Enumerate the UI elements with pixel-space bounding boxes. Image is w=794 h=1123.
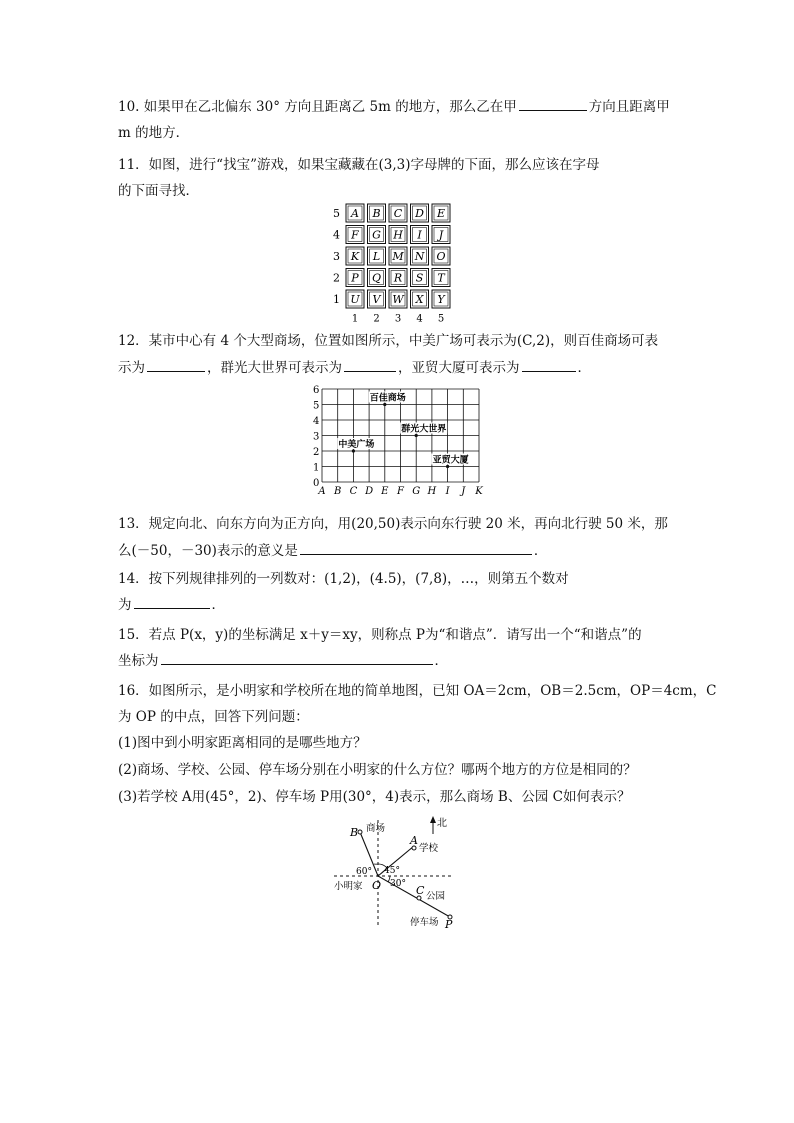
question-10-line-1 xyxy=(118,96,670,118)
letter-card-label: A xyxy=(351,207,359,220)
map-x-label: J xyxy=(461,486,466,497)
letter-card-label: N xyxy=(414,250,425,263)
question-10-line-2: m 的地方． xyxy=(118,125,190,141)
angle-60-label: 60° xyxy=(356,867,372,877)
letter-card-label: R xyxy=(393,271,403,285)
letter-card-label: H xyxy=(393,228,403,242)
map-y-label: 0 xyxy=(313,478,320,489)
map-x-label: B xyxy=(334,486,342,497)
map-x-label: E xyxy=(381,486,389,497)
question-16-line-2: 为 OP 的中点，回答下列问题： xyxy=(118,709,309,725)
label-b: B xyxy=(350,826,359,839)
letter-card-label: G xyxy=(372,228,381,242)
angle-30-label: 30° xyxy=(390,879,406,889)
map-y-label: 5 xyxy=(313,400,320,412)
letter-card-label: D xyxy=(415,207,424,220)
question-16-sub-3: (3)若学校 A用(45°，2)、停车场 P用(30°，4)表示，那么商场 B、公园 C如何表示？ xyxy=(118,789,631,805)
map-x-label: D xyxy=(365,486,374,497)
question-14-line-1: 14．按下列规律排列的一列数对：(1,2)，(4.5)，(7,8)，…，则第五个数对 xyxy=(118,571,569,587)
q15-text-a: 坐标为 xyxy=(118,653,159,669)
grid-row-label: 4 xyxy=(333,228,340,242)
letter-card-label: F xyxy=(351,228,359,242)
letter-card-label: J xyxy=(438,228,444,242)
map-y-label: 3 xyxy=(313,431,320,443)
label-school: 学校 xyxy=(419,843,439,854)
letter-card-label: P xyxy=(351,271,359,285)
grid-row-label: 5 xyxy=(333,207,340,220)
map-x-label: G xyxy=(412,486,421,497)
letter-card-label: Q xyxy=(371,271,382,285)
letter-card-label: L xyxy=(372,250,381,263)
q12-blank-3 xyxy=(522,357,576,372)
grid-column-label: 1 xyxy=(351,313,359,325)
q14-text-a: 为 xyxy=(118,597,132,613)
letter-card-label: K xyxy=(350,250,360,263)
question-15-line-1: 15．若点 P(x，y)的坐标满足 x＋y＝xy，则称点 P为“和谐点”．请写出一个“和谐点”的 xyxy=(118,627,642,643)
grid-row-label: 1 xyxy=(333,293,340,306)
mall-map-figure xyxy=(308,384,498,502)
grid-column-label: 2 xyxy=(373,313,380,325)
q12-blank-1 xyxy=(147,357,205,372)
letter-card-label: S xyxy=(415,271,424,285)
q12-blank-2 xyxy=(344,357,396,372)
question-13-line-2 xyxy=(118,540,547,562)
north-arrowhead-icon xyxy=(430,816,436,823)
label-home: 小明家 xyxy=(334,881,363,892)
map-x-label: H xyxy=(427,486,437,497)
letter-card-label: V xyxy=(372,293,381,306)
question-16-line-1: 16．如图所示，是小明家和学校所在地的简单地图，已知 OA＝2cm，OB＝2.5cm，OP＝4cm，C xyxy=(118,683,717,699)
question-11-line-1: 11．如图，进行“找宝”游戏，如果宝藏藏在(3,3)字母牌的下面，那么应该在字母 xyxy=(118,157,600,173)
letter-grid-figure xyxy=(330,200,460,325)
q15-text-b: ． xyxy=(434,653,448,669)
letter-card-label: W xyxy=(392,293,404,306)
map-x-label: F xyxy=(397,486,404,497)
q10-text-a: 10. 如果甲在乙北偏东 30° 方向且距离乙 5m 的地方，那么乙在甲 xyxy=(118,99,517,115)
question-15-line-2 xyxy=(118,650,448,672)
letter-card-label: C xyxy=(393,207,403,220)
grid-row-label: 3 xyxy=(333,250,340,263)
question-11-line-2: 的下面寻找． xyxy=(118,183,199,199)
q14-blank xyxy=(134,594,210,609)
grid-column-label: 4 xyxy=(416,313,423,325)
map-place-label: 中美广场 xyxy=(338,440,375,450)
letter-card-label: M xyxy=(392,250,404,263)
label-parking: 停车场 xyxy=(410,917,439,928)
map-y-label: 2 xyxy=(313,447,320,458)
north-label: 北 xyxy=(437,818,447,829)
grid-column-label: 5 xyxy=(437,313,445,325)
map-x-label: C xyxy=(349,486,358,497)
map-y-label: 1 xyxy=(313,462,320,474)
letter-card-label: B xyxy=(372,207,381,220)
question-16-sub-1: (1)图中到小明家距离相同的是哪些地方？ xyxy=(118,735,367,751)
map-x-label: K xyxy=(475,486,483,497)
grid-column-label: 3 xyxy=(394,313,402,325)
q13-text-a: 么(－50，－30)表示的意义是 xyxy=(118,543,298,559)
q10-answer-blank xyxy=(519,96,587,111)
question-12-line-2 xyxy=(118,357,591,379)
angle-45-label: 45° xyxy=(384,866,400,876)
question-13-line-1: 13．规定向北、向东方向为正方向，用(20,50)表示向东行驶 20 米，再向北行驶 50 米，那 xyxy=(118,516,668,532)
q10-text-b: 方向且距离甲 xyxy=(588,99,670,115)
letter-card-label: E xyxy=(436,207,446,220)
label-c: C xyxy=(416,884,425,897)
label-a: A xyxy=(410,834,418,847)
label-mall: 商场 xyxy=(366,823,386,834)
letter-card-label: Y xyxy=(437,293,445,306)
label-park: 公园 xyxy=(426,891,446,902)
map-place-label: 亚贸大厦 xyxy=(432,455,469,466)
question-14-line-2 xyxy=(118,594,225,616)
question-16-sub-2: (2)商场、学校、公园、停车场分别在小明家的什么方位？哪两个地方的方位是相同的？ xyxy=(118,762,637,778)
letter-card-label: X xyxy=(415,293,424,306)
map-place-label: 群光大世界 xyxy=(401,424,447,435)
map-y-label: 4 xyxy=(313,416,320,427)
label-p: P xyxy=(445,918,453,931)
q13-blank xyxy=(300,540,532,555)
direction-map-figure xyxy=(330,812,480,934)
q12-text-a: 示为 xyxy=(118,360,145,376)
question-12-line-1: 12．某市中心有 4 个大型商场，位置如图所示，中美广场可表示为(C,2)，则百佳商场可表 xyxy=(118,333,659,349)
q15-blank xyxy=(161,650,433,665)
q12-text-c: ，亚贸大厦可表示为 xyxy=(398,360,520,376)
grid-row-label: 2 xyxy=(333,271,340,285)
q13-text-b: ． xyxy=(533,543,548,559)
letter-card-label: T xyxy=(437,271,445,285)
letter-card-label: U xyxy=(350,293,360,306)
point-b xyxy=(358,830,362,834)
label-o: O xyxy=(372,879,382,892)
map-y-label: 6 xyxy=(313,385,320,396)
letter-card-label: I xyxy=(417,228,422,242)
q14-text-b: ． xyxy=(211,597,225,613)
q12-text-d: ． xyxy=(577,360,591,376)
map-x-label: I xyxy=(445,486,450,497)
q12-text-b: ，群光大世界可表示为 xyxy=(207,360,342,376)
letter-card-label: O xyxy=(436,250,446,263)
map-place-label: 百佳商场 xyxy=(369,393,406,404)
map-x-label: A xyxy=(318,486,326,497)
